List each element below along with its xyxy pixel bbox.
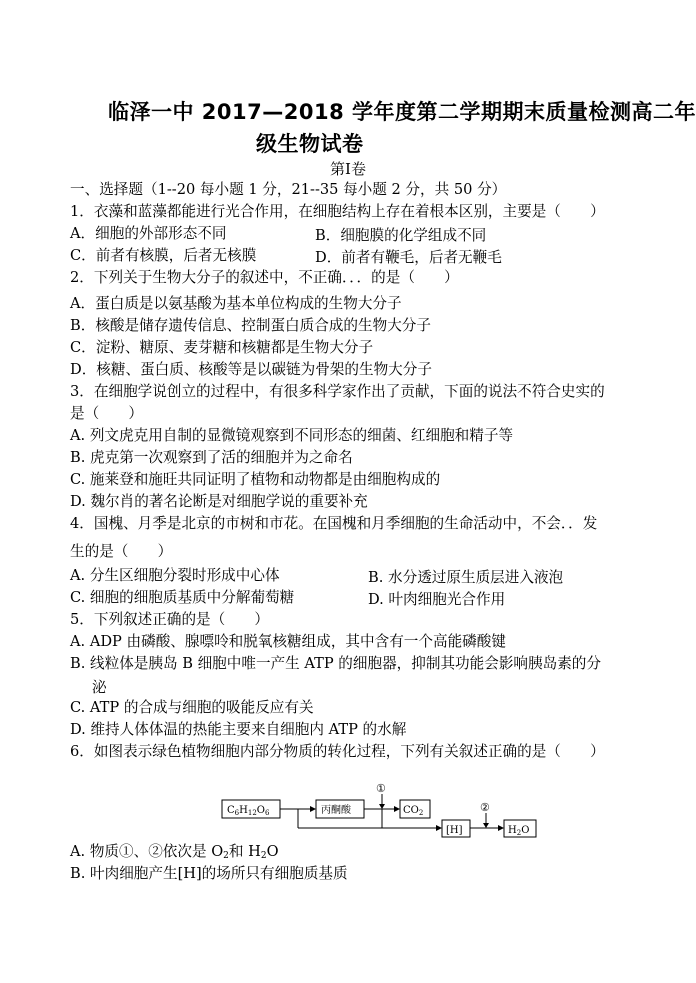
question-1-option-b: B．细胞膜的化学组成不同: [315, 227, 487, 244]
question-1-option-d: D．前者有鞭毛，后者无鞭毛: [315, 249, 502, 266]
question-6-stem: 6．如图表示绿色植物细胞内部分物质的转化过程，下列有关叙述正确的是（ ）: [70, 743, 605, 760]
question-2-option-d: D．核糖、蛋白质、核酸等是以碳链为骨架的生物大分子: [70, 361, 432, 378]
question-4-option-a: A. 分生区细胞分裂时形成中心体: [70, 567, 280, 584]
mark-2: ②: [480, 801, 490, 814]
water-label: $H_2O$: [508, 825, 530, 837]
question-6-option-b: B. 叶肉细胞产生[H]的场所只有细胞质基质: [70, 865, 348, 882]
question-2-stem: 2．下列关于生物大分子的叙述中，不正确．．．的是（ ）: [70, 269, 459, 286]
question-3-option-b: B. 虎克第一次观察到了活的细胞并为之命名: [70, 449, 353, 466]
arrowhead-input-2: [483, 823, 489, 828]
question-3-option-d: D. 魏尔肖的著名论断是对细胞学说的重要补充: [70, 493, 368, 510]
question-5-option-b: B. 线粒体是胰岛 B 细胞中唯一产生 ATP 的细胞器，抑制其功能会影响胰岛素的分: [70, 655, 601, 672]
question-4-option-b: B. 水分透过原生质层进入液泡: [368, 569, 564, 586]
question-4-option-d: D. 叶肉细胞光合作用: [368, 591, 506, 608]
question-1-option-c: C．前者有核膜，后者无核膜: [70, 247, 257, 264]
question-5-option-d: D. 维持人体体温的热能主要来自细胞内 ATP 的水解: [70, 721, 407, 738]
arrowhead-2: [394, 806, 400, 812]
question-3-stem-line-2: 是（ ）: [70, 405, 143, 422]
question-4-stem-line-2: 生的是（ ）: [70, 543, 173, 560]
title-line-2: 级生物试卷: [256, 132, 364, 156]
question-5-option-c: C. ATP 的合成与细胞的吸能反应有关: [70, 699, 314, 716]
glucose-label: $C_6H_{12}O_6$: [227, 805, 270, 817]
mark-1: ①: [376, 782, 386, 795]
arrowhead-3: [436, 825, 442, 831]
question-3-option-a: A. 列文虎克用自制的显微镜观察到不同形态的细菌、红细胞和精子等: [70, 427, 514, 444]
arrowhead-input-1: [379, 804, 385, 809]
arrowhead-4: [498, 825, 504, 831]
exam-title: [108, 96, 696, 160]
title-line-1: 临泽一中 2017—2018 学年度第二学期期末质量检测高二年: [108, 100, 696, 124]
question-5-stem: 5．下列叙述正确的是（ ）: [70, 611, 270, 628]
section-heading: 一、选择题（1--20 每小题 1 分，21--35 每小题 2 分，共 50 分）: [70, 181, 507, 198]
volume-heading: 第Ⅰ卷: [330, 160, 366, 178]
question-5-option-a: A. ADP 由磷酸、腺嘌呤和脱氧核糖组成，其中含有一个高能磷酸键: [70, 633, 506, 650]
h-label: [H]: [446, 825, 463, 836]
metabolism-diagram: [218, 782, 548, 840]
question-4-stem-line-1: 4．国槐、月季是北京的市树和市花。在国槐和月季细胞的生命活动中，不会．．发: [70, 515, 598, 532]
question-5-option-b-continued: 泌: [92, 679, 107, 696]
question-1-option-a: A．细胞的外部形态不同: [70, 225, 227, 242]
pyruvate-label: 丙酮酸: [321, 805, 351, 816]
arrowhead-1: [310, 806, 316, 812]
question-4-option-c: C. 细胞的细胞质基质中分解葡萄糖: [70, 589, 295, 606]
question-2-option-a: A．蛋白质是以氨基酸为基本单位构成的生物大分子: [70, 295, 402, 312]
question-1-stem: 1．衣藻和蓝藻都能进行光合作用，在细胞结构上存在着根本区别，主要是（ ）: [70, 203, 605, 220]
question-2-option-b: B．核酸是储存遗传信息、控制蛋白质合成的生物大分子: [70, 317, 431, 334]
co2-label: $CO_2$: [403, 805, 424, 817]
question-2-option-c: C．淀粉、糖原、麦芽糖和核糖都是生物大分子: [70, 339, 374, 356]
question-6-option-a: A. 物质①、②依次是 $O_2$和 $H_2O$: [70, 843, 279, 861]
question-3-stem-line-1: 3．在细胞学说创立的过程中，有很多科学家作出了贡献，下面的说法不符合史实的: [70, 383, 605, 400]
question-3-option-c: C. 施莱登和施旺共同证明了植物和动物都是由细胞构成的: [70, 471, 441, 488]
